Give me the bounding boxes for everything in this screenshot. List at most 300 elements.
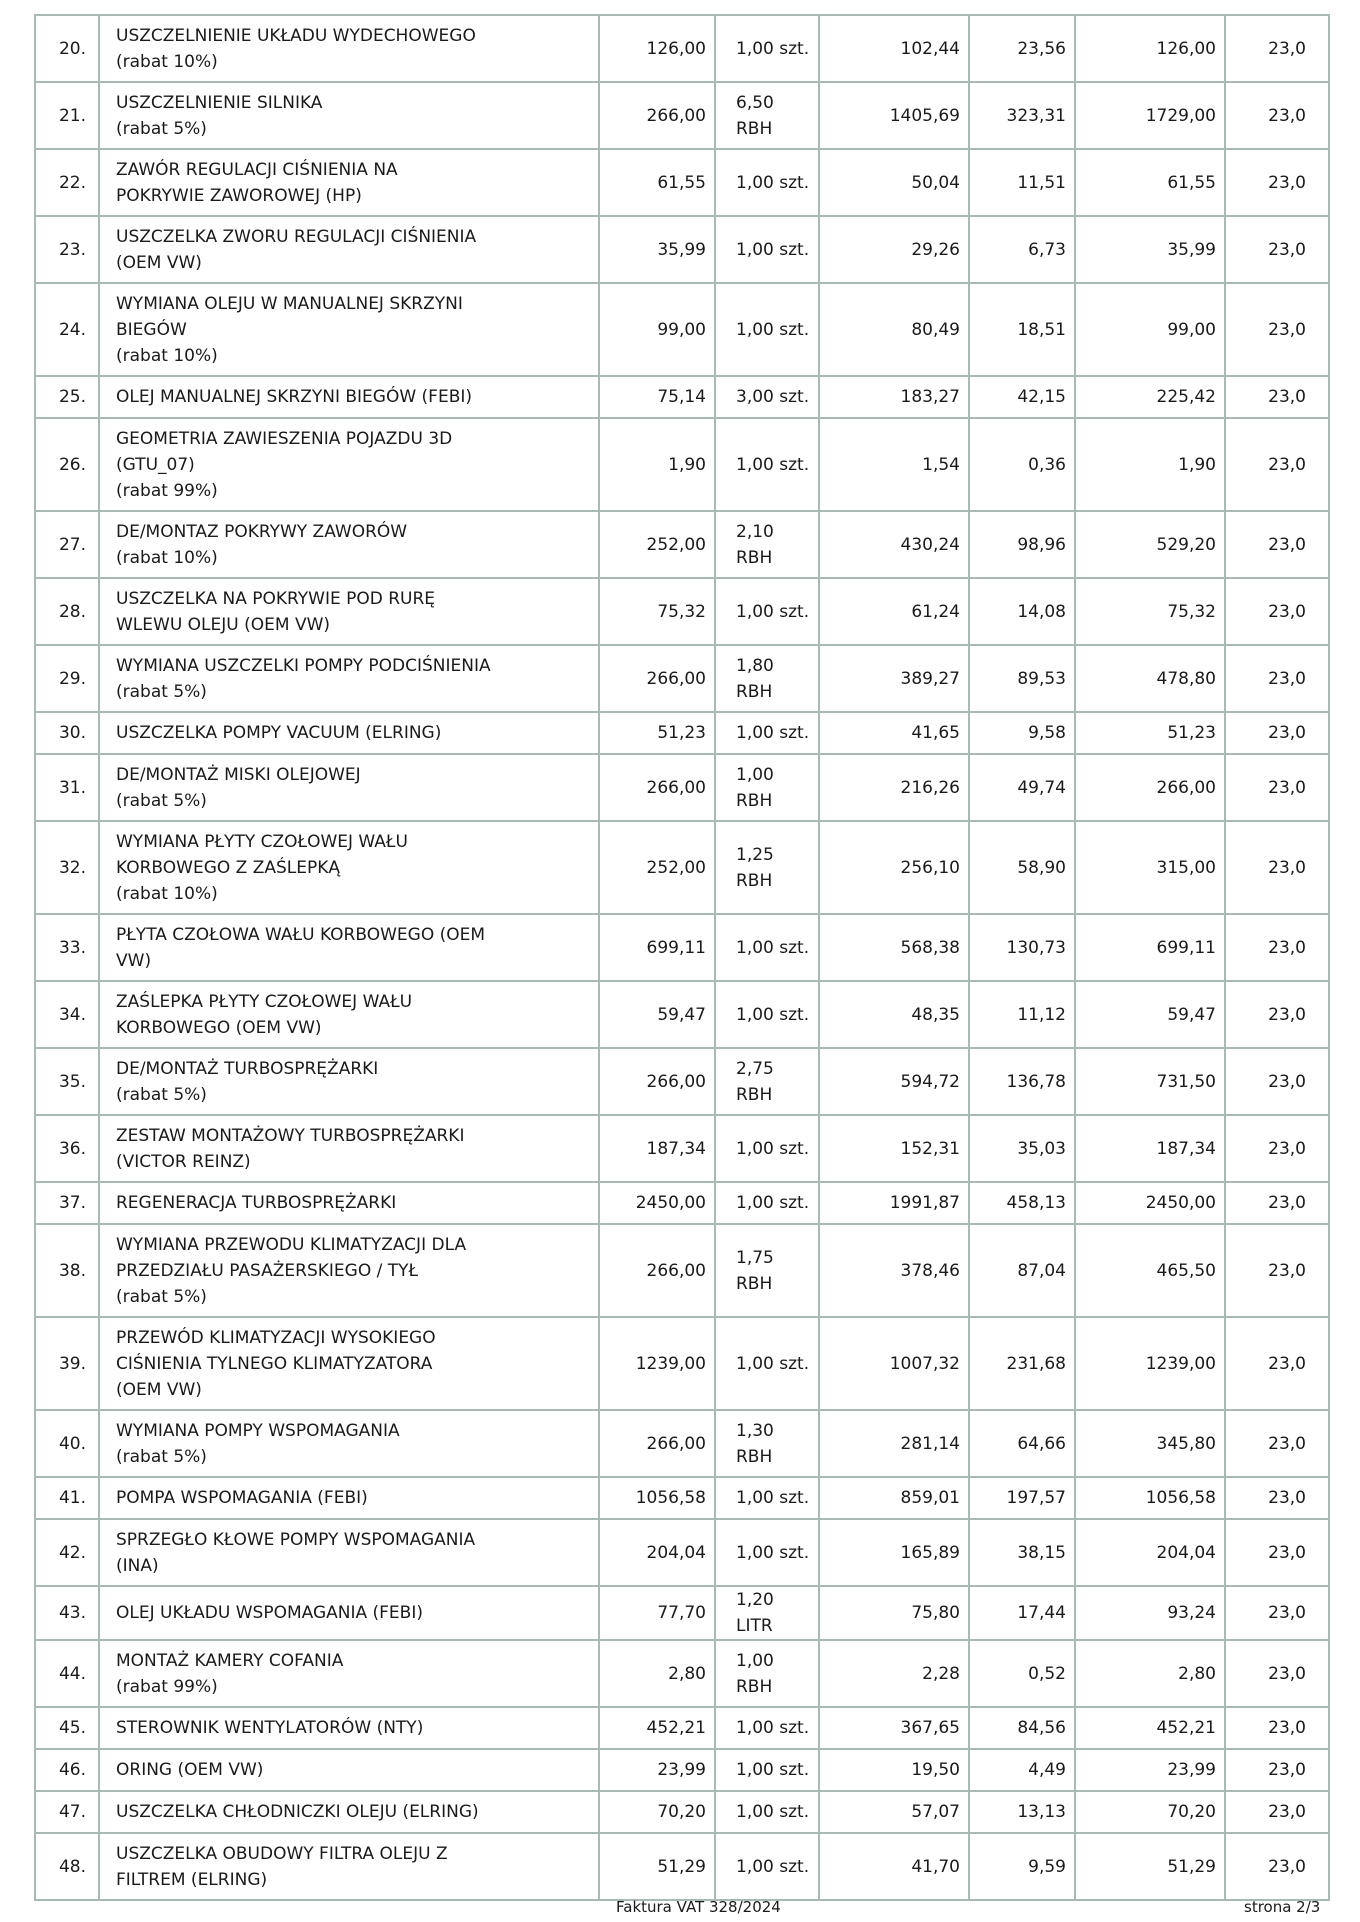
quantity: 1,00 szt. — [715, 1115, 819, 1182]
table-row — [35, 645, 1329, 712]
row-number: 45. — [35, 1707, 99, 1749]
vat-rate: 23,0 — [1225, 511, 1329, 578]
net-value: 80,49 — [819, 283, 969, 376]
row-number: 47. — [35, 1791, 99, 1833]
net-value: 75,80 — [819, 1586, 969, 1640]
item-description — [99, 1477, 599, 1519]
unit-price: 266,00 — [599, 754, 715, 821]
table-row — [35, 754, 1329, 821]
quantity: 1,20 LITR — [715, 1586, 819, 1640]
gross-value: 2450,00 — [1075, 1182, 1225, 1224]
gross-value: 70,20 — [1075, 1791, 1225, 1833]
item-description — [99, 149, 599, 216]
table-row — [35, 712, 1329, 754]
unit-price: 77,70 — [599, 1586, 715, 1640]
unit-price: 266,00 — [599, 645, 715, 712]
item-description — [99, 1410, 599, 1477]
item-description — [99, 418, 599, 511]
gross-value: 315,00 — [1075, 821, 1225, 914]
quantity: 1,25 RBH — [715, 821, 819, 914]
vat-amount: 11,51 — [969, 149, 1075, 216]
vat-amount: 64,66 — [969, 1410, 1075, 1477]
row-number: 31. — [35, 754, 99, 821]
table-row — [35, 821, 1329, 914]
vat-rate: 23,0 — [1225, 1519, 1329, 1586]
item-description — [99, 1317, 599, 1410]
vat-amount: 89,53 — [969, 645, 1075, 712]
unit-price: 252,00 — [599, 511, 715, 578]
item-description — [99, 712, 599, 754]
item-description-line: ZAWÓR REGULACJI CIŚNIENIA NA — [116, 159, 398, 180]
item-description-line: ORING (OEM VW) — [116, 1760, 264, 1780]
vat-rate: 23,0 — [1225, 1410, 1329, 1477]
item-description — [99, 82, 599, 149]
quantity: 1,00 szt. — [715, 578, 819, 645]
net-value: 216,26 — [819, 754, 969, 821]
item-description-line: (rabat 5%) — [116, 1084, 207, 1105]
quantity: 1,00 szt. — [715, 1182, 819, 1224]
vat-rate: 23,0 — [1225, 914, 1329, 981]
unit-price: 204,04 — [599, 1519, 715, 1586]
unit-price: 75,14 — [599, 376, 715, 418]
gross-value: 1729,00 — [1075, 82, 1225, 149]
vat-amount: 0,36 — [969, 418, 1075, 511]
invoice-items-table — [34, 14, 1330, 1901]
table-row — [35, 511, 1329, 578]
vat-rate: 23,0 — [1225, 1317, 1329, 1410]
quantity: 1,00 szt. — [715, 1833, 819, 1900]
item-description-line: (INA) — [116, 1555, 159, 1576]
item-description — [99, 1640, 599, 1707]
vat-rate: 23,0 — [1225, 1477, 1329, 1519]
item-description-line: USZCZELKA CHŁODNICZKI OLEJU (ELRING) — [116, 1802, 479, 1822]
item-description-line: USZCZELKA POMPY VACUUM (ELRING) — [116, 723, 442, 743]
net-value: 389,27 — [819, 645, 969, 712]
net-value: 2,28 — [819, 1640, 969, 1707]
gross-value: 699,11 — [1075, 914, 1225, 981]
unit-price: 452,21 — [599, 1707, 715, 1749]
quantity: 2,10 RBH — [715, 511, 819, 578]
unit-price: 2,80 — [599, 1640, 715, 1707]
vat-amount: 4,49 — [969, 1749, 1075, 1791]
vat-amount: 6,73 — [969, 216, 1075, 283]
quantity: 2,75 RBH — [715, 1048, 819, 1115]
item-description — [99, 1833, 599, 1900]
quantity: 1,30 RBH — [715, 1410, 819, 1477]
gross-value: 1,90 — [1075, 418, 1225, 511]
table-row — [35, 1182, 1329, 1224]
vat-rate: 23,0 — [1225, 981, 1329, 1048]
vat-rate: 23,0 — [1225, 1640, 1329, 1707]
vat-rate: 23,0 — [1225, 283, 1329, 376]
row-number: 33. — [35, 914, 99, 981]
item-description-line: (rabat 10%) — [116, 345, 218, 366]
row-number: 22. — [35, 149, 99, 216]
row-number: 32. — [35, 821, 99, 914]
quantity: 1,00 szt. — [715, 712, 819, 754]
row-number: 42. — [35, 1519, 99, 1586]
item-description — [99, 981, 599, 1048]
net-value: 378,46 — [819, 1224, 969, 1317]
item-description — [99, 821, 599, 914]
table-row — [35, 1791, 1329, 1833]
vat-amount: 23,56 — [969, 15, 1075, 82]
table-row — [35, 1477, 1329, 1519]
row-number: 28. — [35, 578, 99, 645]
item-description-line: POMPA WSPOMAGANIA (FEBI) — [116, 1488, 368, 1508]
vat-amount: 9,59 — [969, 1833, 1075, 1900]
invoice-items-sheet — [34, 14, 1328, 1901]
row-number: 41. — [35, 1477, 99, 1519]
vat-amount: 87,04 — [969, 1224, 1075, 1317]
quantity: 1,00 szt. — [715, 1791, 819, 1833]
row-number: 46. — [35, 1749, 99, 1791]
item-description-line: DE/MONTAŻ TURBOSPRĘŻARKI — [116, 1058, 379, 1079]
item-description — [99, 15, 599, 82]
gross-value: 51,29 — [1075, 1833, 1225, 1900]
vat-rate: 23,0 — [1225, 1707, 1329, 1749]
quantity: 1,80 RBH — [715, 645, 819, 712]
item-description-line: PRZEDZIAŁU PASAŻERSKIEGO / TYŁ — [116, 1260, 419, 1281]
vat-rate: 23,0 — [1225, 1586, 1329, 1640]
item-description — [99, 1707, 599, 1749]
row-number: 39. — [35, 1317, 99, 1410]
unit-price: 51,23 — [599, 712, 715, 754]
item-description — [99, 754, 599, 821]
table-row — [35, 216, 1329, 283]
vat-amount: 136,78 — [969, 1048, 1075, 1115]
table-row — [35, 15, 1329, 82]
net-value: 1007,32 — [819, 1317, 969, 1410]
net-value: 165,89 — [819, 1519, 969, 1586]
gross-value: 731,50 — [1075, 1048, 1225, 1115]
vat-rate: 23,0 — [1225, 1791, 1329, 1833]
item-description-line: (VICTOR REINZ) — [116, 1151, 251, 1172]
gross-value: 1056,58 — [1075, 1477, 1225, 1519]
table-row — [35, 1048, 1329, 1115]
table-row — [35, 376, 1329, 418]
item-description-line: USZCZELKA NA POKRYWIE POD RURĘ — [116, 588, 436, 609]
item-description-line: PRZEWÓD KLIMATYZACJI WYSOKIEGO — [116, 1327, 436, 1348]
gross-value: 126,00 — [1075, 15, 1225, 82]
page-footer — [0, 1898, 1360, 1922]
item-description-line: DE/MONTAZ POKRYWY ZAWORÓW — [116, 521, 408, 542]
item-description-line: (rabat 5%) — [116, 118, 207, 139]
item-description-line: SPRZEGŁO KŁOWE POMPY WSPOMAGANIA — [116, 1529, 476, 1550]
vat-amount: 49,74 — [969, 754, 1075, 821]
quantity: 1,00 szt. — [715, 1519, 819, 1586]
row-number: 20. — [35, 15, 99, 82]
unit-price: 1239,00 — [599, 1317, 715, 1410]
item-description-line: FILTREM (ELRING) — [116, 1869, 268, 1890]
item-description-line: USZCZELKA OBUDOWY FILTRA OLEJU Z — [116, 1843, 448, 1864]
row-number: 43. — [35, 1586, 99, 1640]
gross-value: 529,20 — [1075, 511, 1225, 578]
row-number: 23. — [35, 216, 99, 283]
net-value: 594,72 — [819, 1048, 969, 1115]
unit-price: 266,00 — [599, 1410, 715, 1477]
table-row — [35, 1586, 1329, 1640]
item-description-line: WYMIANA OLEJU W MANUALNEJ SKRZYNI — [116, 293, 463, 314]
quantity: 1,00 szt. — [715, 15, 819, 82]
gross-value: 75,32 — [1075, 578, 1225, 645]
quantity: 1,00 szt. — [715, 216, 819, 283]
net-value: 367,65 — [819, 1707, 969, 1749]
gross-value: 452,21 — [1075, 1707, 1225, 1749]
item-description — [99, 1749, 599, 1791]
table-row — [35, 578, 1329, 645]
vat-amount: 11,12 — [969, 981, 1075, 1048]
vat-rate: 23,0 — [1225, 1749, 1329, 1791]
vat-amount: 13,13 — [969, 1791, 1075, 1833]
net-value: 568,38 — [819, 914, 969, 981]
item-description-line: VW) — [116, 950, 152, 971]
item-description-line: USZCZELKA ZWORU REGULACJI CIŚNIENIA — [116, 226, 477, 247]
quantity: 1,00 szt. — [715, 1477, 819, 1519]
item-description-line: PŁYTA CZOŁOWA WAŁU KORBOWEGO (OEM — [116, 924, 486, 945]
item-description-line: REGENERACJA TURBOSPRĘŻARKI — [116, 1193, 397, 1213]
table-row — [35, 1707, 1329, 1749]
gross-value: 1239,00 — [1075, 1317, 1225, 1410]
vat-rate: 23,0 — [1225, 1115, 1329, 1182]
net-value: 1,54 — [819, 418, 969, 511]
gross-value: 59,47 — [1075, 981, 1225, 1048]
item-description-line: ZESTAW MONTAŻOWY TURBOSPRĘŻARKI — [116, 1125, 465, 1146]
unit-price: 126,00 — [599, 15, 715, 82]
vat-rate: 23,0 — [1225, 712, 1329, 754]
net-value: 48,35 — [819, 981, 969, 1048]
row-number: 40. — [35, 1410, 99, 1477]
vat-rate: 23,0 — [1225, 645, 1329, 712]
gross-value: 465,50 — [1075, 1224, 1225, 1317]
row-number: 29. — [35, 645, 99, 712]
item-description — [99, 1791, 599, 1833]
gross-value: 478,80 — [1075, 645, 1225, 712]
vat-rate: 23,0 — [1225, 821, 1329, 914]
vat-rate: 23,0 — [1225, 754, 1329, 821]
item-description-line: (rabat 5%) — [116, 1446, 207, 1467]
table-row — [35, 1410, 1329, 1477]
item-description-line: WYMIANA USZCZELKI POMPY PODCIŚNIENIA — [116, 655, 491, 676]
vat-rate: 23,0 — [1225, 1182, 1329, 1224]
row-number: 21. — [35, 82, 99, 149]
net-value: 29,26 — [819, 216, 969, 283]
item-description-line: WYMIANA PŁYTY CZOŁOWEJ WAŁU — [116, 831, 408, 852]
gross-value: 51,23 — [1075, 712, 1225, 754]
vat-amount: 84,56 — [969, 1707, 1075, 1749]
unit-price: 699,11 — [599, 914, 715, 981]
vat-amount: 18,51 — [969, 283, 1075, 376]
vat-rate: 23,0 — [1225, 578, 1329, 645]
gross-value: 2,80 — [1075, 1640, 1225, 1707]
item-description — [99, 216, 599, 283]
vat-amount: 35,03 — [969, 1115, 1075, 1182]
unit-price: 70,20 — [599, 1791, 715, 1833]
item-description-line: (rabat 99%) — [116, 480, 218, 501]
net-value: 859,01 — [819, 1477, 969, 1519]
unit-price: 35,99 — [599, 216, 715, 283]
table-row — [35, 418, 1329, 511]
vat-amount: 0,52 — [969, 1640, 1075, 1707]
item-description — [99, 1048, 599, 1115]
quantity: 1,75 RBH — [715, 1224, 819, 1317]
item-description-line: (OEM VW) — [116, 252, 202, 273]
row-number: 36. — [35, 1115, 99, 1182]
vat-amount: 9,58 — [969, 712, 1075, 754]
item-description-line: (rabat 10%) — [116, 547, 218, 568]
item-description — [99, 1224, 599, 1317]
row-number: 26. — [35, 418, 99, 511]
vat-rate: 23,0 — [1225, 82, 1329, 149]
item-description-line: (rabat 99%) — [116, 1676, 218, 1697]
item-description — [99, 376, 599, 418]
net-value: 41,65 — [819, 712, 969, 754]
gross-value: 99,00 — [1075, 283, 1225, 376]
net-value: 50,04 — [819, 149, 969, 216]
vat-amount: 231,68 — [969, 1317, 1075, 1410]
vat-amount: 197,57 — [969, 1477, 1075, 1519]
item-description — [99, 1182, 599, 1224]
row-number: 25. — [35, 376, 99, 418]
net-value: 152,31 — [819, 1115, 969, 1182]
item-description-line: (rabat 10%) — [116, 883, 218, 904]
item-description-line: USZCZELNIENIE UKŁADU WYDECHOWEGO — [116, 25, 476, 46]
row-number: 48. — [35, 1833, 99, 1900]
table-row — [35, 1115, 1329, 1182]
net-value: 102,44 — [819, 15, 969, 82]
row-number: 30. — [35, 712, 99, 754]
vat-rate: 23,0 — [1225, 1833, 1329, 1900]
row-number: 38. — [35, 1224, 99, 1317]
gross-value: 61,55 — [1075, 149, 1225, 216]
vat-rate: 23,0 — [1225, 418, 1329, 511]
unit-price: 266,00 — [599, 1224, 715, 1317]
item-description-line: (rabat 5%) — [116, 681, 207, 702]
unit-price: 51,29 — [599, 1833, 715, 1900]
quantity: 1,00 szt. — [715, 283, 819, 376]
row-number: 44. — [35, 1640, 99, 1707]
unit-price: 2450,00 — [599, 1182, 715, 1224]
invoice-items-body — [35, 15, 1329, 1900]
unit-price: 252,00 — [599, 821, 715, 914]
unit-price: 1056,58 — [599, 1477, 715, 1519]
gross-value: 204,04 — [1075, 1519, 1225, 1586]
item-description — [99, 914, 599, 981]
gross-value: 23,99 — [1075, 1749, 1225, 1791]
unit-price: 61,55 — [599, 149, 715, 216]
item-description — [99, 645, 599, 712]
net-value: 256,10 — [819, 821, 969, 914]
item-description-line: KORBOWEGO (OEM VW) — [116, 1017, 322, 1038]
item-description-line: OLEJ UKŁADU WSPOMAGANIA (FEBI) — [116, 1603, 423, 1623]
item-description-line: BIEGÓW — [116, 319, 187, 340]
vat-rate: 23,0 — [1225, 15, 1329, 82]
quantity: 6,50 RBH — [715, 82, 819, 149]
item-description-line: WYMIANA PRZEWODU KLIMATYZACJI DLA — [116, 1234, 467, 1255]
item-description-line: (rabat 10%) — [116, 51, 218, 72]
item-description-line: (GTU_07) — [116, 454, 195, 475]
item-description-line: STEROWNIK WENTYLATORÓW (NTY) — [116, 1718, 424, 1738]
table-row — [35, 1519, 1329, 1586]
vat-amount: 98,96 — [969, 511, 1075, 578]
vat-amount: 17,44 — [969, 1586, 1075, 1640]
item-description-line: POKRYWIE ZAWOROWEJ (HP) — [116, 185, 362, 206]
vat-rate: 23,0 — [1225, 1048, 1329, 1115]
item-description-line: USZCZELNIENIE SILNIKA — [116, 92, 323, 113]
row-number: 34. — [35, 981, 99, 1048]
gross-value: 187,34 — [1075, 1115, 1225, 1182]
item-description — [99, 511, 599, 578]
quantity: 1,00 RBH — [715, 754, 819, 821]
unit-price: 187,34 — [599, 1115, 715, 1182]
quantity: 1,00 szt. — [715, 1707, 819, 1749]
item-description — [99, 283, 599, 376]
row-number: 37. — [35, 1182, 99, 1224]
item-description-line: (rabat 5%) — [116, 790, 207, 811]
item-description-line: CIŚNIENIA TYLNEGO KLIMATYZATORA — [116, 1353, 433, 1374]
table-row — [35, 914, 1329, 981]
unit-price: 1,90 — [599, 418, 715, 511]
vat-amount: 323,31 — [969, 82, 1075, 149]
item-description — [99, 1115, 599, 1182]
row-number: 35. — [35, 1048, 99, 1115]
net-value: 1405,69 — [819, 82, 969, 149]
item-description-line: DE/MONTAŻ MISKI OLEJOWEJ — [116, 764, 361, 785]
net-value: 61,24 — [819, 578, 969, 645]
quantity: 1,00 RBH — [715, 1640, 819, 1707]
net-value: 1991,87 — [819, 1182, 969, 1224]
item-description-line: (rabat 5%) — [116, 1286, 207, 1307]
row-number: 27. — [35, 511, 99, 578]
item-description-line: ZAŚLEPKA PŁYTY CZOŁOWEJ WAŁU — [116, 991, 413, 1012]
quantity: 1,00 szt. — [715, 981, 819, 1048]
document-number: Faktura VAT 328/2024 — [616, 1898, 781, 1916]
item-description-line: KORBOWEGO Z ZAŚLEPKĄ — [116, 857, 341, 878]
item-description-line: GEOMETRIA ZAWIESZENIA POJAZDU 3D — [116, 428, 453, 449]
quantity: 1,00 szt. — [715, 1749, 819, 1791]
unit-price: 266,00 — [599, 82, 715, 149]
item-description — [99, 578, 599, 645]
vat-rate: 23,0 — [1225, 376, 1329, 418]
vat-rate: 23,0 — [1225, 1224, 1329, 1317]
item-description — [99, 1519, 599, 1586]
vat-amount: 58,90 — [969, 821, 1075, 914]
item-description-line: WYMIANA POMPY WSPOMAGANIA — [116, 1420, 400, 1441]
item-description-line: OLEJ MANUALNEJ SKRZYNI BIEGÓW (FEBI) — [116, 387, 473, 407]
gross-value: 35,99 — [1075, 216, 1225, 283]
gross-value: 93,24 — [1075, 1586, 1225, 1640]
unit-price: 23,99 — [599, 1749, 715, 1791]
vat-rate: 23,0 — [1225, 216, 1329, 283]
table-row — [35, 1749, 1329, 1791]
net-value: 430,24 — [819, 511, 969, 578]
table-row — [35, 82, 1329, 149]
net-value: 19,50 — [819, 1749, 969, 1791]
vat-amount: 130,73 — [969, 914, 1075, 981]
vat-amount: 458,13 — [969, 1182, 1075, 1224]
unit-price: 266,00 — [599, 1048, 715, 1115]
item-description-line: MONTAŻ KAMERY COFANIA — [116, 1650, 344, 1671]
net-value: 57,07 — [819, 1791, 969, 1833]
gross-value: 345,80 — [1075, 1410, 1225, 1477]
quantity: 1,00 szt. — [715, 914, 819, 981]
table-row — [35, 283, 1329, 376]
vat-amount: 14,08 — [969, 578, 1075, 645]
table-row — [35, 1224, 1329, 1317]
item-description-line: WLEWU OLEJU (OEM VW) — [116, 614, 331, 635]
table-row — [35, 981, 1329, 1048]
table-row — [35, 1317, 1329, 1410]
